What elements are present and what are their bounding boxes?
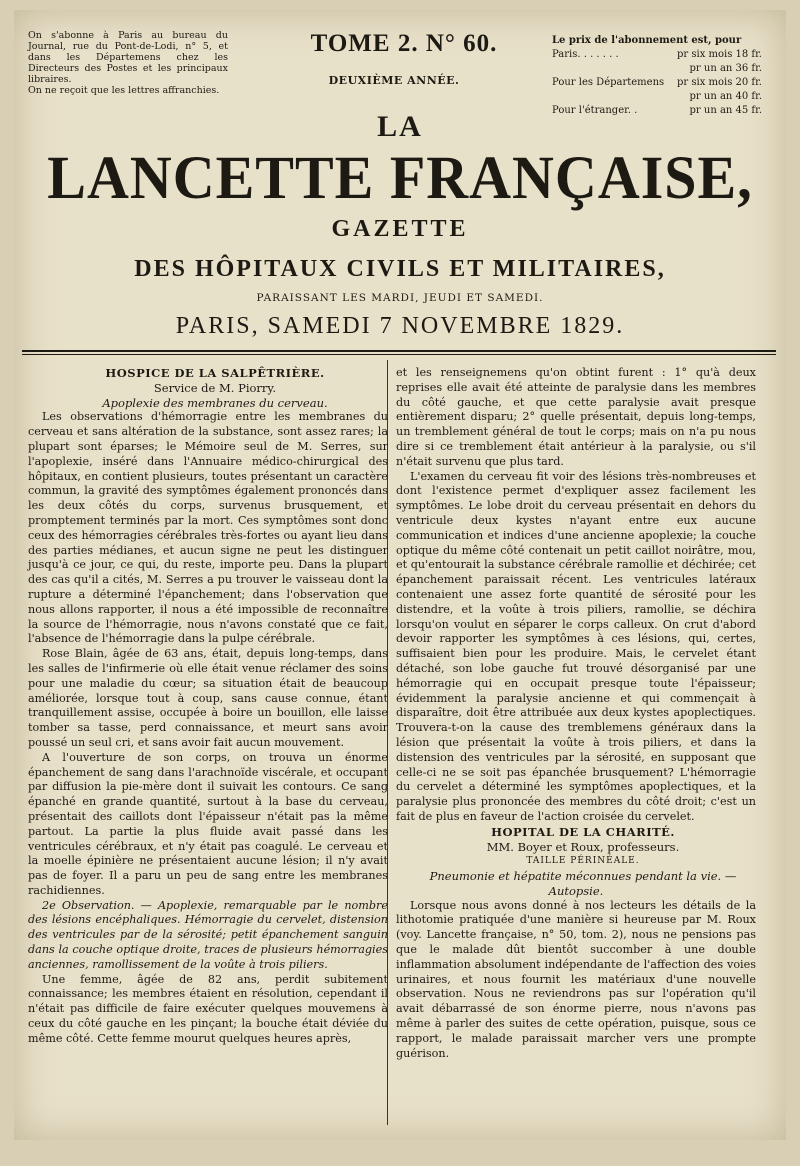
section-heading: HOPITAL DE LA CHARITÉ. [491,824,675,839]
paragraph: Les observations d'hémorragie entre les membranes du cerveau et sans altération de la substance, sont assez rares; la plupart sont éparses; le Mémoire seul de M. Serres, sur l'apoplexie, inséré dans l'Annuaire médico-chirurgical des hôpitaux, en contient plusieurs, toutes présentant un caractère commun, la gravité des symptômes également prononcés dans les deux côtés du corps, survenus brusquement, et promptement terminés par la mort. Ces symptômes sont donc ceux des hémorragies cérébrales très-fortes ou ayant lieu dans des parties médianes, et aucun signe ne peut les distinguer jusqu'à ce jour, ce qui, du reste, importe peu. Dans la plupart des cas qu'il a cités, M. Serres a pu trouver le vaisseau dont la rupture a déterminé l'épanchement; dans l'observation que nous allons rapporter, il nous a été impossible de reconnaître la source de l'hémorragie, nous n'avons constaté que ce fait, l'absence de l'hémorragie dans la pulpe cérébrale. [28,410,388,646]
newspaper-page [14,10,786,1140]
publication-days: PARAISSANT LES MARDI, JEUDI ET SAMEDI. [256,292,544,304]
professors-line: MM. Boyer et Roux, professeurs. [486,839,680,854]
price-row: Pour les Départemens pr six mois 20 fr. [552,77,762,88]
subscription-notice [28,30,228,96]
paragraph: L'examen du cerveau fit voir des lésions très-nombreuses et dont l'existence permet d'expliquer assez facilement les symptômes. Le lobe droit du cerveau présentait en dehors du ventricule deux kystes n'ayant entre eux aucune communication et indices d'une ancienne apoplexie; la couche optique du même côté contenait un petit caillot noirâtre, mou, et qu'entourait la substance cérébrale ramollie et déchirée; cet épanchement paraissait récent. Les ventricules latéraux contenaient une assez forte quantité de sérosité pour les distendre, et la voûte à trois piliers, ramollie, se déchira lorsqu'on voulut en séparer le corps calleux. On crut d'abord devoir rapporter les symptômes à ces lésions, qui, certes, suffisaient bien pour les produire. Mais, le cervelet étant détaché, son lobe gauche fut trouvé désorganisé par une hémorragie qui en occupait presque toute l'épaisseur; évidemment la paralysie ancienne et qui commençait à disparaître, doit être attribuée aux deux kystes apoplectiques. Trouvera-t-on la cause des tremblemens généraux dans la lésion que présentait la voûte à trois piliers, et dans la distension des ventricules par la sérosité, en supposant que celle-ci ne se soit pas épanchée brusquement? L'hémorragie du cervelet a déterminé les symptômes apoplectiques, et la paralysie plus prononcée des membres du côté droit; c'est un fait de plus en faveur de l'action croisée du cervelet. [396,469,756,823]
section-heading: HOSPICE DE LA SALPÊTRIÈRE. [105,366,325,380]
left-column [28,366,388,1047]
price-row: pr un an 36 fr. [689,63,762,74]
letters-notice: On ne reçoit que les lettres affranchies. [28,85,220,96]
paragraph: Une femme, âgée de 82 ans, perdit subitement connaissance; les membres étaient en résolution, cependant il n'était pas difficile de faire exécuter quelques mouvemens à ceux du côté gauche en les pinçant; la bouche était déviée du même côté. Cette femme mourut quelques heures après, [28,972,388,1045]
right-column [396,366,756,1061]
paragraph: Rose Blain, âgée de 63 ans, était, depuis long-temps, dans les salles de l'infirmerie où elle était venue réclamer des soins pour une maladie du cœur; sa situation était de beaucoup améliorée, lorsque tout à coup, sans cause connue, étant tranquillement assise, occupée à boire un bouillon, elle laisse tomber sa tasse, perd connaissance, et meurt sans avoir poussé un seul cri, et sans avoir fait aucun mouvement. [28,647,388,749]
year-label: DEUXIÈME ANNÉE. [328,74,460,87]
volume-number: TOME 2. N° 60. [310,30,498,57]
header-rule-thin [22,354,776,355]
masthead-article: LA [377,110,423,143]
article-title: Apoplexie des membranes du cerveau. [102,395,328,410]
price-row: pr un an 40 fr. [689,91,762,102]
subscription-address: On s'abonne à Paris au bureau du Journal, rue du Pont-de-Lodi, n° 5, et dans les Départemens chez les Directeurs des Postes et les principaux libraires. [28,30,228,85]
price-row: Pour l'étranger. . pr un an 45 fr. [552,105,762,116]
paragraph: A l'ouverture de son corps, on trouva un énorme épanchement de sang dans l'arachnoïde viscérale, et occupant par diffusion la pie-mère dont il suivait les contours. Ce sang épanché en grande quantité, surtout à la base du cerveau, présentait des caillots dont l'épaisseur n'était pas la même partout. La partie la plus fluide avait passé dans les ventricules cérébraux, et n'y était pas coagulé. Le cerveau et la moelle épinière ne présentaient aucune lésion; il n'y avait pas de foyer. Il a paru un peu de sang entre les membranes rachidiennes. [28,750,388,897]
price-title: Le prix de l'abonnement est, pour [552,35,742,46]
paragraph: Lorsque nous avons donné à nos lecteurs les détails de la lithotomie pratiquée d'une manière si heureuse par M. Roux (voy. Lancette française, n° 50, tom. 2), nous ne pensions pas que le malade dût bientôt succomber à une double inflammation absolument indépendante de l'affection des voies urinaires, et nous fournit les matériaux d'une nouvelle observation. Nous ne reviendrons pas sur l'opération qu'il avait débarrassé de son énorme pierre, nous n'avons pas même à parler des suites de cette opération, puisque, sous ce rapport, le malade paraissait marcher vers une prompte guérison. [396,898,756,1060]
observation-heading: 2e Observation. — Apoplexie, remarquable par le nombre des lésions encéphaliques. Hémorragie du cervelet, distension des ventricules par de la sérosité; petit épanchement sanguin dans la couche optique droite, traces de plusieurs hémorragies anciennes, ramollissement de la voûte à trois piliers. [28,898,388,971]
price-table [552,34,762,118]
issue-date: PARIS, SAMEDI 7 NOVEMBRE 1829. [175,313,625,339]
service-line: Service de M. Piorry. [153,380,277,395]
masthead-subtitle: DES HÔPITAUX CIVILS ET MILITAIRES, [134,256,666,282]
masthead-gazette: GAZETTE [331,216,469,242]
price-row: Paris. . . . . . . pr six mois 18 fr. [552,49,762,60]
subsection-label: TAILLE PÉRINÉALE. [526,856,640,867]
header-rule [22,350,776,352]
article-title: Pneumonie et hépatite méconnues pendant la vie. — Autopsie. [429,869,737,898]
masthead-title: LANCETTE FRANÇAISE, [47,143,753,212]
paragraph: et les renseignemens qu'on obtint furent : 1° qu'à deux reprises elle avait été atteinte de paralysie dans les membres du côté gauche, et que cette paralysie avait presque entièrement disparu; 2° quelle présentait, depuis long-temps, un tremblement général de tout le corps; mais on n'a pu nous dire si ce tremblement était antérieur à la paralysie, ou s'il n'était survenu que plus tard. [396,366,756,468]
